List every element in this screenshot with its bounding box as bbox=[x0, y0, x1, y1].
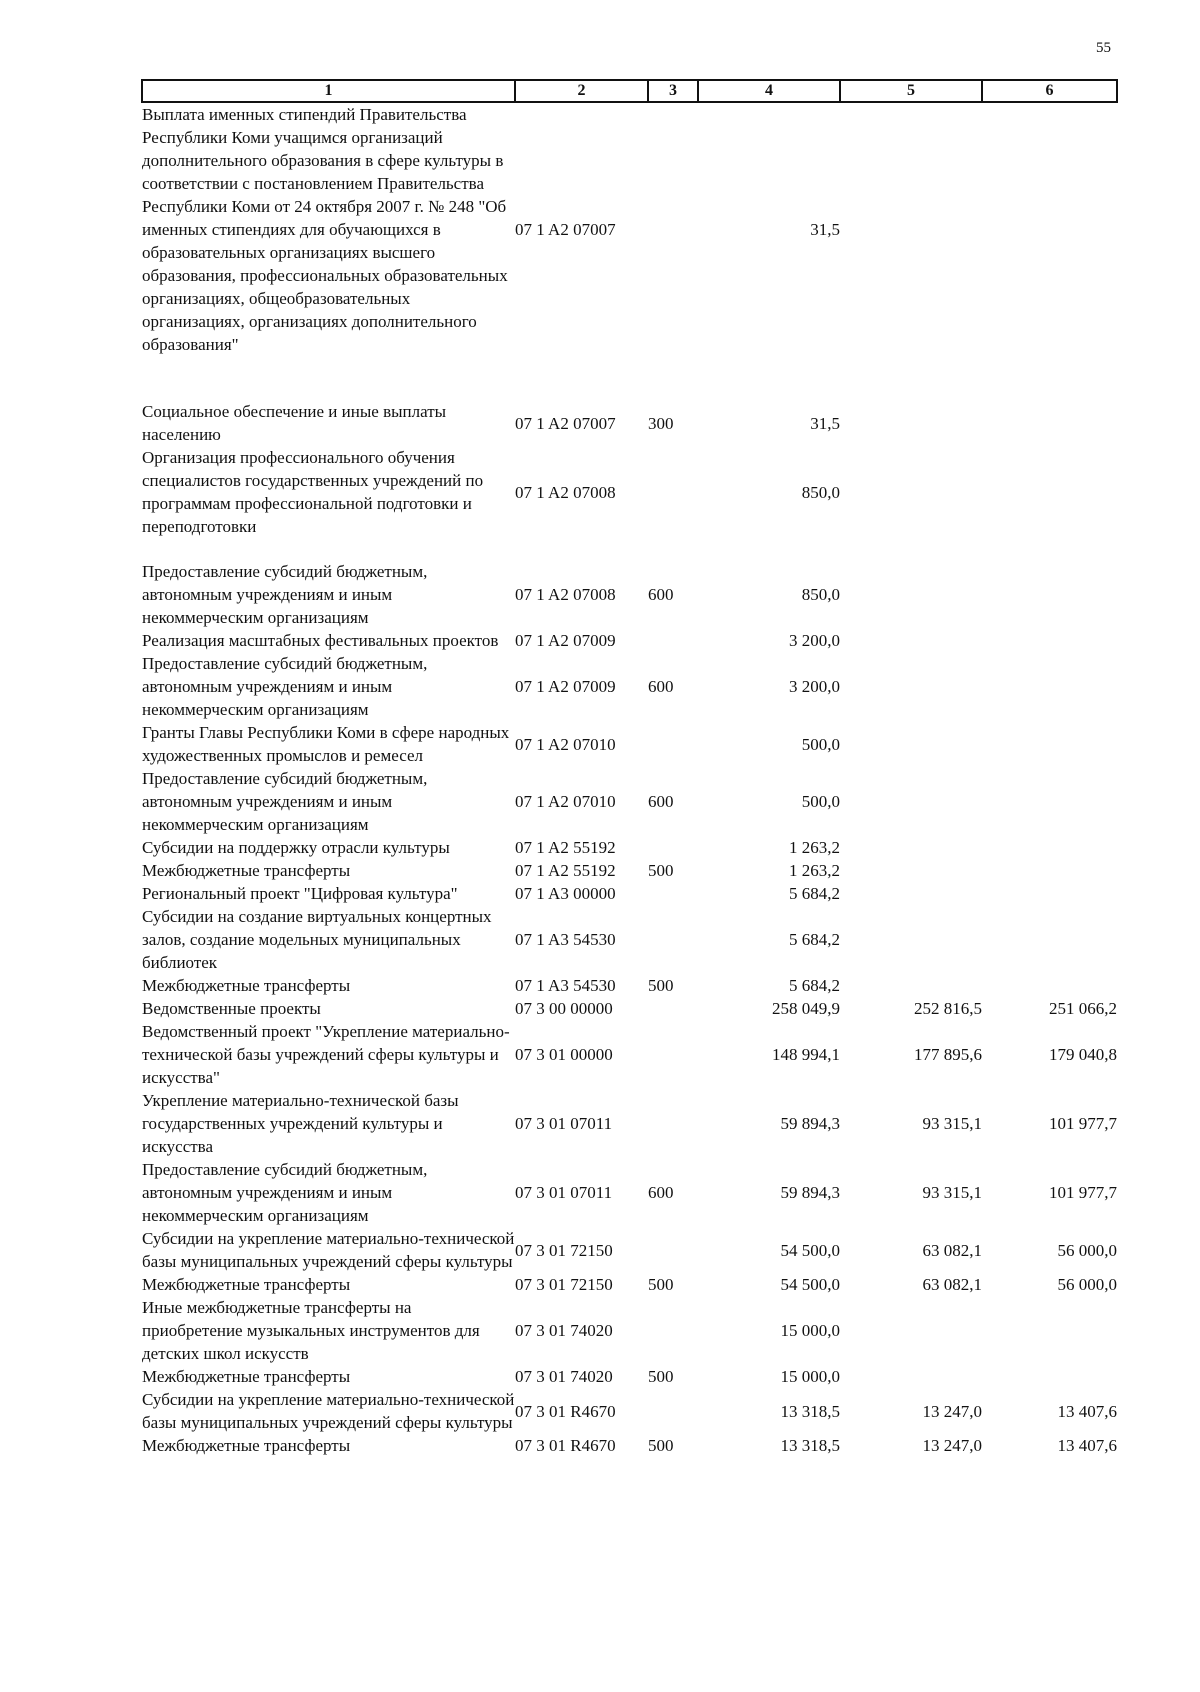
row-code: 07 3 00 00000 bbox=[515, 999, 613, 1018]
row-value-col4: 5 684,2 bbox=[789, 884, 840, 903]
row-value-col5: 93 315,1 bbox=[922, 1114, 982, 1133]
row-value-col6 bbox=[982, 721, 1117, 767]
row-value-col6 bbox=[982, 560, 1117, 629]
row-code: 07 3 01 74020 bbox=[515, 1321, 613, 1340]
table-row bbox=[142, 997, 1117, 1020]
row-name: Субсидии на укрепление материально-технической базы муниципальных учреждений сферы культуры bbox=[142, 1229, 515, 1271]
row-code: 07 1 A3 00000 bbox=[515, 884, 616, 903]
row-value-col4: 148 994,1 bbox=[772, 1045, 840, 1064]
row-value-col6 bbox=[982, 400, 1117, 446]
row-value-col6 bbox=[982, 974, 1117, 997]
row-name: Межбюджетные трансферты bbox=[142, 1275, 351, 1294]
table-row bbox=[142, 446, 1117, 560]
row-type: 600 bbox=[648, 1183, 674, 1202]
table-row bbox=[142, 1227, 1117, 1273]
header-col-6: 6 bbox=[982, 80, 1117, 102]
table-row bbox=[142, 1273, 1117, 1296]
row-value-col5 bbox=[840, 1365, 982, 1388]
row-code: 07 3 01 72150 bbox=[515, 1240, 613, 1260]
table-row bbox=[142, 1365, 1117, 1388]
row-value-col5: 93 315,1 bbox=[922, 1183, 982, 1202]
row-value-col5 bbox=[840, 400, 982, 446]
row-code: 07 1 A2 07010 bbox=[515, 792, 616, 811]
row-name: Межбюджетные трансферты bbox=[142, 976, 351, 995]
row-name: Укрепление материально-технической базы государственных учреждений культуры и искусства bbox=[142, 1091, 459, 1156]
row-value-col5 bbox=[840, 859, 982, 882]
row-value-col6: 101 977,7 bbox=[1049, 1114, 1117, 1133]
row-code: 07 3 01 R4670 bbox=[515, 1401, 616, 1421]
row-name: Региональный проект "Цифровая культура" bbox=[142, 884, 458, 903]
row-value-col6 bbox=[982, 859, 1117, 882]
row-value-col5 bbox=[840, 560, 982, 629]
row-type bbox=[648, 629, 698, 652]
row-value-col5: 63 082,1 bbox=[922, 1240, 982, 1260]
table-row bbox=[142, 102, 1117, 400]
row-type: 500 bbox=[648, 861, 674, 880]
row-value-col4: 258 049,9 bbox=[772, 999, 840, 1018]
row-value-col6: 13 407,6 bbox=[1057, 1401, 1117, 1421]
row-code: 07 3 01 07011 bbox=[515, 1183, 613, 1202]
row-code: 07 1 A2 55192 bbox=[515, 838, 616, 857]
row-value-col4: 13 318,5 bbox=[780, 1436, 840, 1455]
row-name: Предоставление субсидий бюджетным, автономным учреждениям и иным некоммерческим организациям bbox=[142, 654, 428, 719]
row-value-col6 bbox=[982, 1296, 1117, 1365]
row-type: 300 bbox=[648, 413, 674, 433]
row-type: 500 bbox=[648, 1275, 674, 1294]
row-value-col5 bbox=[840, 652, 982, 721]
row-code: 07 1 A2 07007 bbox=[515, 413, 616, 433]
row-value-col5 bbox=[840, 1296, 982, 1365]
row-name: Ведомственные проекты bbox=[142, 999, 321, 1018]
row-value-col4: 31,5 bbox=[810, 220, 840, 239]
header-col-1: 1 bbox=[142, 80, 515, 102]
row-value-col6 bbox=[982, 629, 1117, 652]
row-value-col4: 59 894,3 bbox=[780, 1183, 840, 1202]
row-code: 07 1 A3 54530 bbox=[515, 976, 616, 995]
row-value-col4: 54 500,0 bbox=[780, 1275, 840, 1294]
table-row bbox=[142, 882, 1117, 905]
row-value-col6 bbox=[982, 882, 1117, 905]
header-col-2: 2 bbox=[515, 80, 648, 102]
row-value-col4: 54 500,0 bbox=[780, 1240, 840, 1260]
row-value-col5 bbox=[840, 882, 982, 905]
table-row bbox=[142, 767, 1117, 836]
row-value-col6 bbox=[982, 767, 1117, 836]
row-code: 07 3 01 07011 bbox=[515, 1114, 613, 1133]
row-value-col6: 56 000,0 bbox=[1057, 1240, 1117, 1260]
row-code: 07 1 A2 07008 bbox=[515, 482, 616, 502]
row-value-col6 bbox=[982, 102, 1117, 400]
row-value-col5 bbox=[840, 721, 982, 767]
table-row bbox=[142, 1434, 1117, 1457]
row-type bbox=[648, 1227, 698, 1273]
row-value-col4: 850,0 bbox=[801, 482, 840, 502]
row-name: Межбюджетные трансферты bbox=[142, 1436, 351, 1455]
row-value-col4: 850,0 bbox=[801, 585, 840, 604]
row-type bbox=[648, 905, 698, 974]
table-row bbox=[142, 400, 1117, 446]
row-code: 07 3 01 74020 bbox=[515, 1367, 613, 1386]
row-value-col6 bbox=[982, 652, 1117, 721]
budget-table bbox=[141, 79, 1118, 1457]
row-name: Предоставление субсидий бюджетным, автономным учреждениям и иным некоммерческим организациям bbox=[142, 769, 428, 834]
row-value-col6: 251 066,2 bbox=[1049, 999, 1117, 1018]
row-value-col4: 1 263,2 bbox=[789, 838, 840, 857]
row-name: Выплата именных стипендий Правительства Республики Коми учащимся организаций дополнительного образования в сфере культуры в соответствии с постановлением Правительства Республики Коми от 24 октября 2007 г. № 248 "Об именных стипендиях для обучающихся в образовательных организациях высшего образования, профессиональных образовательных организациях, общеобразовательных организациях, организациях дополнительного образования" bbox=[142, 105, 508, 354]
header-row bbox=[142, 80, 1117, 102]
row-value-col6: 101 977,7 bbox=[1049, 1183, 1117, 1202]
row-code: 07 1 A2 07009 bbox=[515, 631, 616, 650]
table-row bbox=[142, 1388, 1117, 1434]
row-value-col5 bbox=[840, 836, 982, 859]
table-row bbox=[142, 905, 1117, 974]
row-code: 07 1 A2 07010 bbox=[515, 734, 616, 754]
row-type: 600 bbox=[648, 792, 674, 811]
row-type bbox=[648, 102, 698, 400]
row-value-col4: 500,0 bbox=[801, 792, 840, 811]
row-code: 07 3 01 R4670 bbox=[515, 1436, 616, 1455]
row-code: 07 3 01 72150 bbox=[515, 1275, 613, 1294]
row-value-col5: 13 247,0 bbox=[922, 1436, 982, 1455]
row-type bbox=[648, 997, 698, 1020]
row-name: Ведомственный проект "Укрепление материально-технической базы учреждений сферы культуры и искусства" bbox=[142, 1022, 510, 1087]
row-code: 07 1 A2 07009 bbox=[515, 677, 616, 696]
row-value-col5 bbox=[840, 767, 982, 836]
header-col-5: 5 bbox=[840, 80, 982, 102]
row-value-col5: 177 895,6 bbox=[914, 1045, 982, 1064]
row-value-col5: 63 082,1 bbox=[922, 1275, 982, 1294]
row-name: Субсидии на поддержку отрасли культуры bbox=[142, 838, 450, 857]
row-type bbox=[648, 721, 698, 767]
row-name: Реализация масштабных фестивальных проектов bbox=[142, 631, 499, 650]
row-type bbox=[648, 1296, 698, 1365]
header-col-3: 3 bbox=[648, 80, 698, 102]
row-value-col5 bbox=[840, 905, 982, 974]
row-value-col6 bbox=[982, 905, 1117, 974]
header-col-4: 4 bbox=[698, 80, 840, 102]
row-name: Субсидии на укрепление материально-технической базы муниципальных учреждений сферы культуры bbox=[142, 1390, 515, 1432]
table-row bbox=[142, 1296, 1117, 1365]
row-type bbox=[648, 1388, 698, 1434]
row-name: Межбюджетные трансферты bbox=[142, 861, 351, 880]
row-value-col4: 13 318,5 bbox=[780, 1401, 840, 1421]
row-code: 07 1 A2 55192 bbox=[515, 861, 616, 880]
row-type: 500 bbox=[648, 976, 674, 995]
table-row bbox=[142, 974, 1117, 997]
row-name: Иные межбюджетные трансферты на приобретение музыкальных инструментов для детских школ искусств bbox=[142, 1298, 480, 1363]
table-row bbox=[142, 1089, 1117, 1158]
table-row bbox=[142, 721, 1117, 767]
row-value-col4: 59 894,3 bbox=[780, 1114, 840, 1133]
table-row bbox=[142, 1158, 1117, 1227]
row-name: Гранты Главы Республики Коми в сфере народных художественных промыслов и ремесел bbox=[142, 723, 510, 765]
row-value-col4: 15 000,0 bbox=[780, 1367, 840, 1386]
row-name: Организация профессионального обучения специалистов государственных учреждений по программам профессиональной подготовки и переподготовки bbox=[142, 448, 484, 536]
row-value-col4: 1 263,2 bbox=[789, 861, 840, 880]
row-value-col5 bbox=[840, 102, 982, 400]
row-type bbox=[648, 446, 698, 560]
row-name: Предоставление субсидий бюджетным, автономным учреждениям и иным некоммерческим организациям bbox=[142, 562, 428, 627]
row-value-col4: 31,5 bbox=[810, 413, 840, 433]
row-value-col4: 5 684,2 bbox=[789, 930, 840, 949]
row-type bbox=[648, 836, 698, 859]
table-row bbox=[142, 859, 1117, 882]
row-value-col4: 3 200,0 bbox=[789, 677, 840, 696]
row-code: 07 1 A2 07007 bbox=[515, 220, 616, 239]
table-row bbox=[142, 836, 1117, 859]
row-value-col4: 15 000,0 bbox=[780, 1321, 840, 1340]
row-name: Субсидии на создание виртуальных концертных залов, создание модельных муниципальных библиотек bbox=[142, 907, 492, 972]
row-type: 500 bbox=[648, 1367, 674, 1386]
row-type bbox=[648, 1089, 698, 1158]
row-type bbox=[648, 882, 698, 905]
table-row bbox=[142, 560, 1117, 629]
row-value-col6: 179 040,8 bbox=[1049, 1045, 1117, 1064]
row-value-col4: 5 684,2 bbox=[789, 976, 840, 995]
row-type: 600 bbox=[648, 585, 674, 604]
row-code: 07 1 A2 07008 bbox=[515, 585, 616, 604]
row-value-col6 bbox=[982, 836, 1117, 859]
row-value-col5 bbox=[840, 446, 982, 560]
row-value-col6 bbox=[982, 1365, 1117, 1388]
row-value-col5 bbox=[840, 974, 982, 997]
page-number: 55 bbox=[1096, 40, 1111, 56]
row-value-col6 bbox=[982, 446, 1117, 560]
row-name: Предоставление субсидий бюджетным, автономным учреждениям и иным некоммерческим организациям bbox=[142, 1160, 428, 1225]
row-type: 600 bbox=[648, 677, 674, 696]
row-value-col4: 3 200,0 bbox=[789, 631, 840, 650]
row-value-col5: 252 816,5 bbox=[914, 999, 982, 1018]
row-code: 07 1 A3 54530 bbox=[515, 930, 616, 949]
row-name: Социальное обеспечение и иные выплаты населению bbox=[142, 402, 447, 444]
row-code: 07 3 01 00000 bbox=[515, 1045, 613, 1064]
table-row bbox=[142, 652, 1117, 721]
row-value-col6: 56 000,0 bbox=[1057, 1275, 1117, 1294]
row-value-col5: 13 247,0 bbox=[922, 1401, 982, 1421]
row-name: Межбюджетные трансферты bbox=[142, 1367, 351, 1386]
table-row bbox=[142, 629, 1117, 652]
row-type: 500 bbox=[648, 1436, 674, 1455]
row-value-col5 bbox=[840, 629, 982, 652]
row-type bbox=[648, 1020, 698, 1089]
row-value-col6: 13 407,6 bbox=[1057, 1436, 1117, 1455]
table-row bbox=[142, 1020, 1117, 1089]
row-value-col4: 500,0 bbox=[801, 734, 840, 754]
